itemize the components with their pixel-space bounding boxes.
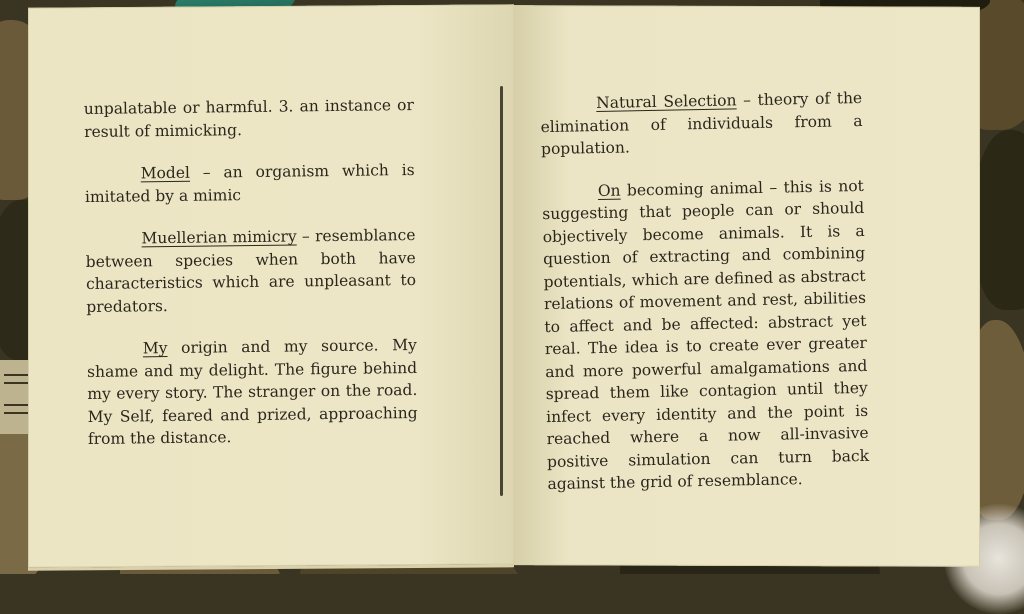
natural-selection-term: Natural Selection [596,91,737,113]
becoming-animal-paragraph [542,174,870,495]
model-term: Model [140,163,191,183]
left-page-text [84,94,419,471]
origin-text: origin and my source. My shame and my delight. The figure behind my every story. The stranger on the road. My Self, feared and prized, approaching from the distance. [86,335,418,449]
natural-selection-definition: – theory of the elimination of individuals from a population. [540,88,863,159]
muellerian-term: Muellerian mimicry [141,227,297,248]
muellerian-definition: – resemblance between species when both have characteristics which are unpleasant to predators. [85,225,417,316]
becoming-animal-first-word: On [597,181,621,200]
natural-selection-entry [540,87,863,161]
model-definition: – an organism which is imitated by a mimic [84,160,415,206]
origin-paragraph [87,334,418,451]
muellerian-entry [85,224,416,318]
right-page-text [540,87,870,516]
book-gutter [500,86,503,496]
becoming-animal-text: becoming animal – this is not suggesting that people can or should objectively become animals. It is a question of extracting and combining potentials, which are defined as abstract relations of movement and rest, abilities to affect and be affected: abstract yet real. The idea is to create ever greater and more powerful amalgamations and spread them like contagion until they infect every identity and the point is reached where a now all-invasive positive simulation can turn back against the grid of resemblance. [542,176,870,494]
model-entry [85,159,416,208]
mimicry-definition-end: unpalatable or harmful. 3. an instance or result of mimicking. [83,95,414,141]
origin-first-word: My [142,339,168,358]
